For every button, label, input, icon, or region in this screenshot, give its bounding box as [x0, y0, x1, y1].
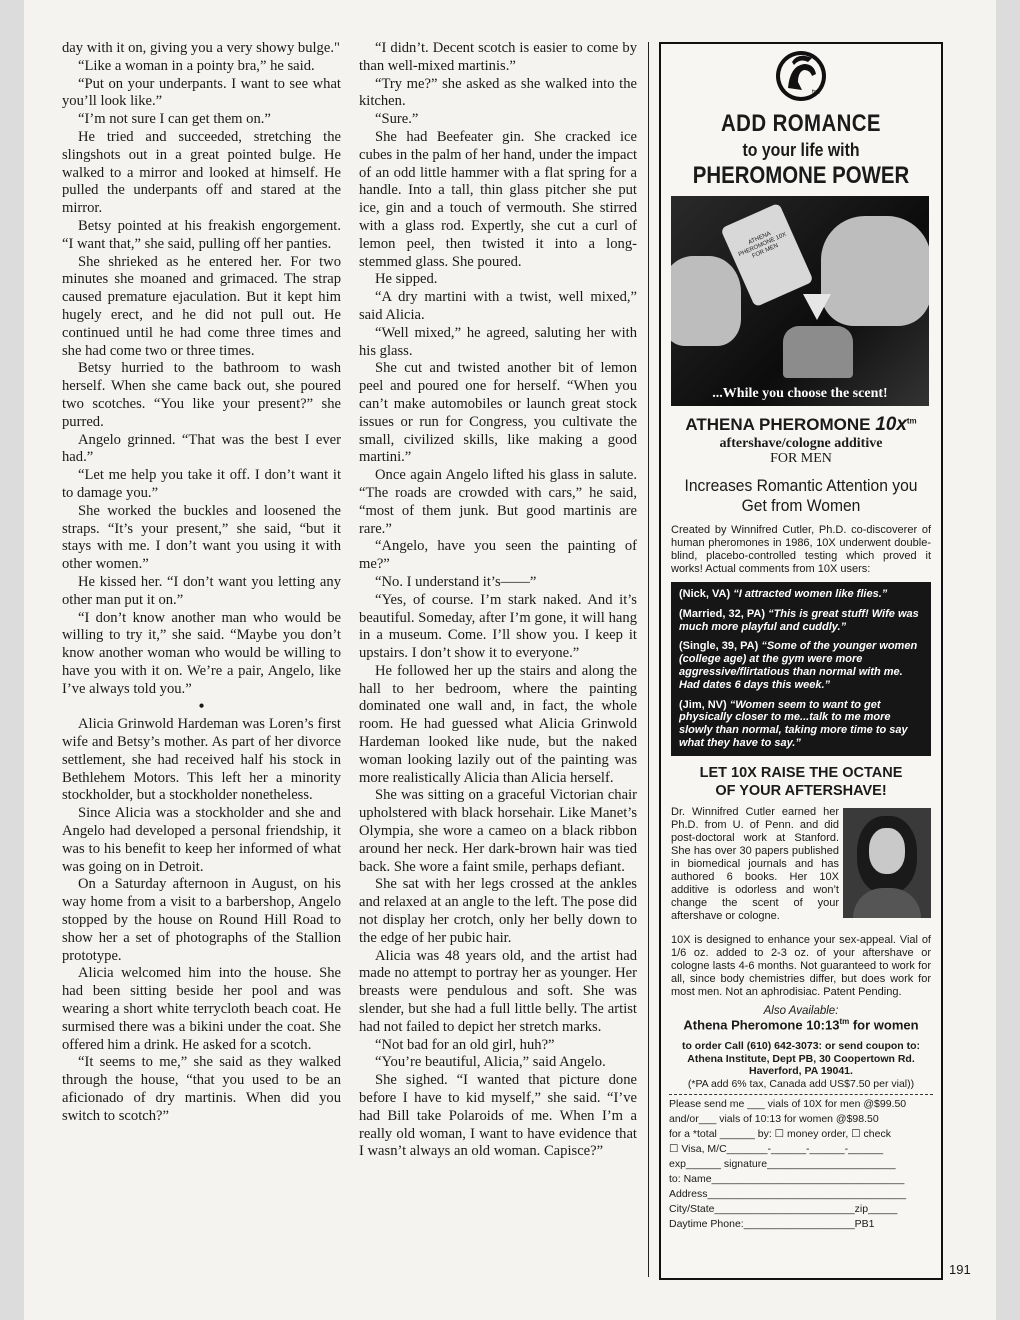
product-audience: FOR MEN	[770, 451, 832, 466]
article-paragraph: “You’re beautiful, Alicia,” said Angelo.	[375, 1054, 606, 1071]
article-column-1	[62, 40, 341, 1126]
article-paragraph: “I didn’t. Decent scotch is easier to come by than well-mixed martinis.”	[359, 40, 637, 74]
women-product: Athena Pheromone $10:13^{tm}$ for women	[683, 1016, 919, 1033]
article-paragraph: “Sure.”	[375, 111, 419, 128]
product-name: ATHENA PHEROMONE $10x^{tm}$	[685, 414, 917, 435]
article-paragraph: “Let me help you take it off. I don’t want it to damage you.”	[62, 467, 341, 501]
section-break-bullet: •	[198, 696, 205, 717]
also-available-label: Also Available:	[763, 1004, 839, 1017]
article-paragraph: Alicia Grinwold Hardeman was Loren’s first wife and Betsy’s mother. As part of her divorce settlement, she had received half his stock in Bethlehem Motors. This left her a minority stockholder, but a stockholder nonetheless.	[62, 716, 341, 804]
coupon-line[interactable]: and/or___ vials of 10:13 for women @$98.50	[669, 1113, 879, 1126]
ad-photo-hands-bottle	[671, 196, 929, 406]
coupon-line[interactable]: to: Name_________________________________	[669, 1173, 905, 1186]
coupon-line[interactable]: City/State________________________zip_____	[669, 1203, 898, 1216]
aftershave-bottle	[783, 326, 853, 378]
coupon-line[interactable]: Please send me ___ vials of 10X for men @$99.50	[669, 1098, 907, 1111]
article-paragraph: “Well mixed,” he agreed, saluting her with his glass.	[359, 324, 637, 359]
article-paragraph: Alicia was 48 years old, and the artist had made no attempt to portray her as younger. Her breasts were pendulous and soft. She was slender, but she had a full little belly. The artist had not failed to depict her stretch marks.	[359, 947, 637, 1035]
article-paragraph: Since Alicia was a stockholder and she and Angelo had developed a personal friendship, it was to his benefit to keep her informed of what was going on in Detroit.	[62, 805, 341, 875]
athena-helmet-logo-icon	[768, 48, 834, 104]
testimonial: (Nick, VA) “I attracted women like flies.”	[679, 588, 888, 600]
vial-bottle: ATHENA PHEROMONE 10X FOR MEN	[720, 203, 813, 308]
article-column-2	[359, 40, 637, 1161]
order-coupon[interactable]	[669, 1094, 933, 1232]
article-paragraph: “Angelo, have you seen the painting of me?”	[359, 538, 637, 573]
article-paragraph: “I don’t know another man who would be willing to try it,” she said. “Maybe you don’t know another woman who would be willing to have you with it on. We’re a pair, Angelo, like I’ve always told you.”	[62, 609, 341, 697]
page-number: 191	[949, 1262, 971, 1277]
coupon-line[interactable]: Daytime Phone:___________________PB1	[669, 1218, 875, 1231]
article-paragraph: “Put on your underpants. I want to see what you’ll look like.”	[62, 75, 341, 110]
pheromone-advertisement	[659, 42, 943, 1280]
article-paragraph: She was sitting on a graceful Victorian chair upholstered with black horsehair. Like Manet’s Olympia, she wore a cameo on a black ribbon around her neck. Her dark-brown hair was tied back. She wore a faint smile, perhaps defiant.	[359, 787, 637, 875]
article-paragraph: On a Saturday afternoon in August, on his way home from a visit to a barbershop, Angelo stopped by the house on Round Hill Road to show her a set of photographs of the Stallion prototype.	[62, 876, 341, 964]
testimonial: (Single, 39, PA) “Some of the younger women (college age) at the gym were more aggressive/flirtatious than normal with me. Had dates 6 days this week.”	[679, 640, 918, 691]
article-paragraph: He tried and succeeded, stretching the slingshots out in a great pointed bulge. He walked to a mirror and looked at himself. He pulled the underpants off and stared at the mirror.	[62, 128, 341, 217]
coupon-line[interactable]: ☐ Visa, M/C_______-______-______-______	[669, 1143, 884, 1156]
coupon-line[interactable]: exp______ signature______________________	[669, 1158, 896, 1171]
author-bio	[661, 806, 941, 934]
funnel	[803, 294, 831, 320]
article-paragraph: He followed her up the stairs and along the hall to her bedroom, where the painting dominated one wall and, in fact, the whole room. He had guessed what Alicia Grinwold Hardeman looked like nude, but the naked woman looking lazily out of the painting was more realistically Alicia than Alicia herself.	[359, 662, 637, 786]
bio-text: Dr. Winnifred Cutler earned her Ph.D. from U. of Penn. and did post-doctoral work at Stanford. She has over 30 papers published in biomedical journals and has authored 6 books. Her 10X additive is odorless and won’t change the scent of your aftershave or cologne.	[671, 805, 839, 922]
article-paragraph: Alicia welcomed him into the house. She had been sitting beside her pool and was wearing a short white terrycloth beach coat. He surmised there was a bikini under the coat. She offered him a drink. He asked for a scotch.	[62, 965, 341, 1053]
article-paragraph: “Yes, of course. I’m stark naked. And it’s beautiful. Someday, after I’m gone, it will hang in a museum. Come. I’ll show you. I keep it upstairs. I don’t show it to everyone.”	[359, 591, 637, 662]
article-paragraph: “No. I understand it’s——”	[375, 573, 537, 590]
ad-headline-2: to your life with	[742, 140, 860, 160]
coupon-line[interactable]: Address__________________________________	[669, 1188, 907, 1201]
article-paragraph: “I’m not sure I can get them on.”	[78, 111, 271, 128]
article-paragraph: She sighed. “I wanted that picture done before I have to kid myself,” she said. “I’ve had Bill take Polaroids of me. When I’m a really old woman, I want to have evidence that I wasn’t always an old woman. Capisce?”	[359, 1072, 637, 1160]
article-paragraph: “Not bad for an old girl, huh?”	[375, 1036, 555, 1053]
testimonial: (Jim, NV) “Women seem to want to get physically closer to me...talk to me more slowly than normal, taking more time to say what they have to say.”	[679, 698, 908, 749]
article-paragraph: “Like a woman in a pointy bra,” he said.	[78, 57, 315, 74]
ad-headline-3: PHEROMONE POWER	[692, 162, 910, 189]
article-paragraph: Betsy pointed at his freakish engorgement. “I want that,” she said, pulling off her panties.	[62, 217, 341, 252]
coupon-line[interactable]: for a *total ______ by: ☐ money order, ☐ check	[669, 1128, 891, 1141]
product-details: 10X is designed to enhance your sex-appeal. Vial of 1/6 oz. added to 2-3 oz. of your aftershave or cologne lasts 4-6 months. Not guaranteed to work for all, since body chemistries differ, but does work for most men. Not an aphrodisiac. Patent Pending.	[671, 933, 931, 998]
svg-text:tm: tm	[812, 89, 820, 96]
article-paragraph: She had Beefeater gin. She cracked ice cubes in the palm of her hand, under the impact of an odd little hammer with a flat spring for a handle. Into a tall, thin glass pitcher she put ice, gin and a touch of vermouth. She stirred with a glass rod. Expertly, she cut a curl of lemon peel, then twisted it into a long-stemmed glass. She poured.	[359, 128, 638, 270]
article-paragraph: “It seems to me,” she said as they walked through the house, “that you used to be an aficionado of dry martinis. When did you switch to scotch?”	[62, 1054, 341, 1124]
article-paragraph: “Try me?” she asked as she walked into the kitchen.	[359, 75, 637, 110]
article-paragraph: He kissed her. “I don’t want you letting any other man put it on.”	[62, 573, 341, 608]
testimonial: (Married, 32, PA) “This is great stuff! Wife was much more playful and cuddly.”	[679, 607, 919, 633]
article-paragraph: Betsy hurried to the bathroom to wash herself. When she came back out, she poured two scotches. “You like your present?” she purred.	[62, 360, 341, 430]
article-paragraph: “A dry martini with a twist, well mixed,” said Alicia.	[359, 289, 637, 323]
article-paragraph: He sipped.	[375, 271, 438, 288]
hand-shape	[821, 216, 929, 326]
testimonials-box	[671, 582, 931, 756]
product-subtitle: aftershave/cologne additive	[719, 436, 883, 451]
ad-subheadline: Increases Romantic Attention you Get from Women	[684, 476, 918, 515]
order-info: to order Call (610) 642-3073: or send coupon to: Athena Institute, Dept PB, 30 Coopertown Rd. Haverford, PA 19041. (*PA add 6% tax, Canada add US$7.50 per vial))	[681, 1040, 921, 1090]
creator-info: Created by Winnifred Cutler, Ph.D. co-discoverer of human pheromones in 1986, 10X underwent double-blind, placebo-controlled testing which proved it works! Actual comments from 10X users:	[671, 524, 931, 575]
magazine-page	[24, 0, 996, 1320]
hand-shape	[671, 256, 741, 346]
article-paragraph: She sat with her legs crossed at the ankles and relaxed at an angle to the left. The pose did not display her crotch, only her belly down to the edge of her pubic hair.	[359, 876, 637, 946]
article-paragraph: Angelo grinned. “That was the best I ever had.”	[62, 431, 341, 466]
article-paragraph: Once again Angelo lifted his glass in salute. “The roads are crowded with cars,” he said, “most of them junk. But good martinis are rare.”	[359, 467, 637, 537]
article-paragraph: day with it on, giving you a very showy bulge."	[62, 40, 340, 56]
photo-caption: ...While you choose the scent!	[712, 386, 888, 401]
article-paragraph: She worked the buckles and loosened the straps. “It’s your present,” she said, “but it stays with me. I don’t want you using it with other women.”	[62, 502, 341, 573]
column-divider	[648, 42, 649, 1277]
octane-headline: LET 10X RAISE THE OCTANE OF YOUR AFTERSHAVE!	[699, 764, 903, 799]
ad-headline-1: ADD ROMANCE	[721, 110, 881, 137]
article-paragraph: She shrieked as he entered her. For two minutes she moaned and grimaced. The strap caused premature ejaculation. But it kept him hugely erect, and he did not pull out. He continued until he had come three times and she had come two or three times.	[62, 253, 341, 359]
author-portrait	[843, 808, 931, 918]
article-paragraph: She cut and twisted another bit of lemon peel and poured one for herself. “When you can’t make automobiles or launch great stock issues or run for Congress, you cultivate the small, civilized skills, like making a good martini.”	[359, 360, 637, 466]
